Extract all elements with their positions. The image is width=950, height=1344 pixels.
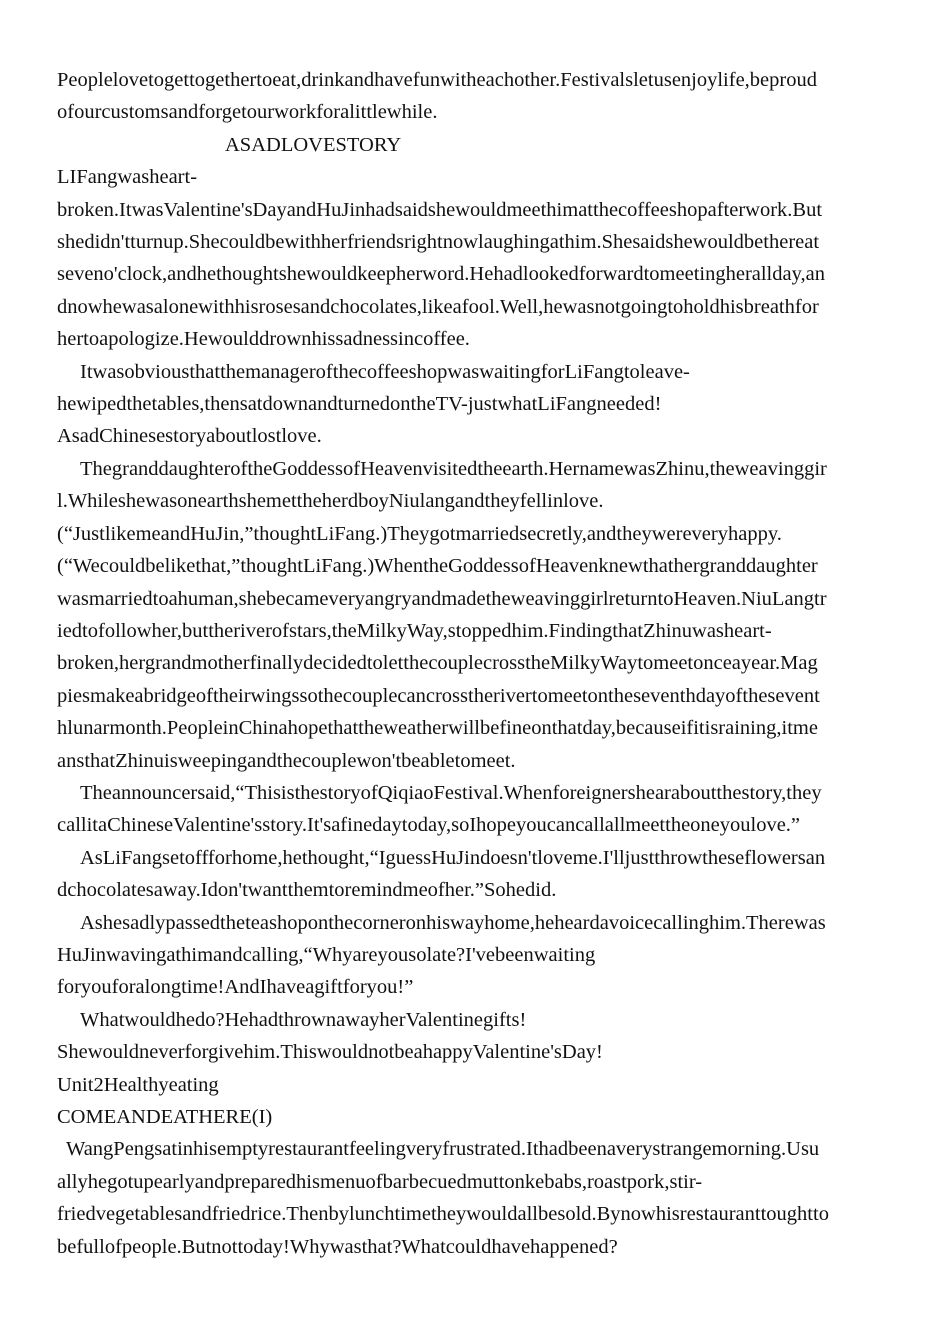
unit-heading: Unit2Healthyeating [57,1073,219,1096]
text-line: seveno'clock,andhethoughtshewouldkeepherword.Hehadlookedforwardtomeetingherallday,an [57,263,825,286]
text-line: (“JustlikemeandHuJin,”thoughtLiFang.)Theygotmarriedsecretly,andtheywereveryhappy. [57,522,782,545]
text-line: hlunarmonth.PeopleinChinahopethattheweatherwillbefineonthatday,becauseifitisraining,itme [57,717,818,740]
text-line: ofourcustomsandforgetourworkforalittlewhile. [57,101,438,124]
text-line: foryouforalongtime!AndIhaveagiftforyou!” [57,976,414,999]
text-line: wasmarriedtoahuman,shebecameveryangryandmadetheweavinggirlreturntoHeaven.NiuLangtr [57,587,827,610]
text-line: befullofpeople.Butnottoday!Whywasthat?Whatcouldhavehappened? [57,1235,618,1258]
text-line: HuJinwavingathimandcalling,“Whyareyousolate?I'vebeenwaiting [57,943,596,966]
text-line: Whatwouldhedo?HehadthrownawayherValentinegifts! [80,1008,527,1031]
section-title: ASADLOVESTORY [225,133,402,156]
text-line: dchocolatesaway.Idon'twantthemtoremindmeofher.”Sohedid. [57,879,557,902]
text-line: Shewouldneverforgivehim.ThiswouldnotbeahappyValentine'sDay! [57,1041,603,1064]
text-line: ItwasobviousthatthemanagerofthecoffeeshopwaswaitingforLiFangtoleave- [80,360,690,383]
text-line: iedtofollowher,buttheriverofstars,theMilkyWay,stoppedhim.FindingthatZhinuwasheart- [57,619,772,642]
text-line: AsLiFangsetoffforhome,hethought,“IguessHuJindoesn'tloveme.I'lljustthrowtheseflowersan [80,846,826,869]
text-line: AsadChinesestoryaboutlostlove. [57,425,322,448]
text-line: Theannouncersaid,“ThisisthestoryofQiqiaoFestival.Whenforeignershearaboutthestory,they [80,781,822,804]
text-line: hertoapologize.Hewoulddrownhissadnessincoffee. [57,328,470,351]
text-line: Ashesadlypassedtheteashoponthecorneronhiswayhome,heheardavoicecallinghim.Therewas [80,911,826,934]
text-line: l.WhileshewasonearthshemettheherdboyNiulangandtheyfellinlove. [57,490,604,513]
text-line: callitaChineseValentine'sstory.It'safinedaytoday,soIhopeyoucancallallmeettheoneyoulove.” [57,814,801,837]
text-line: ansthatZhinuisweepingandthecouplewon'tbeabletomeet. [57,749,516,772]
text-line: hewipedthetables,thensatdownandturnedontheTV-justwhatLiFangneeded! [57,393,662,416]
text-line: dnowhewasalonewithhisrosesandchocolates,likeafool.Well,hewasnotgoingtoholdhisbreathfor [57,295,819,318]
text-line: (“Wecouldbelikethat,”thoughtLiFang.)WhentheGoddessofHeavenknewthathergranddaughter [57,555,818,578]
text-line: broken,hergrandmotherfinallydecidedtoletthecouplecrosstheMilkyWaytomeetonceayear.Mag [57,652,818,675]
text-line: WangPengsatinhisemptyrestaurantfeelingveryfrustrated.Ithadbeenaverystrangemorning.Usu [66,1138,820,1161]
text-line: friedvegetablesandfriedrice.Thenbylunchtimetheywouldallbesold.Bynowhisrestauranttoughtto [57,1203,829,1226]
text-line: shedidn'tturnup.Shecouldbewithherfriendsrightnowlaughingathim.Shesaidshewouldbethereat [57,231,820,254]
section-title: COMEANDEATHERE(I) [57,1106,273,1128]
text-line: Peoplelovetogettogethertoeat,drinkandhavefunwitheachother.Festivalsletusenjoylife,beproud [57,69,817,91]
text-line: allyhegotupearlyandpreparedhismenuofbarbecuedmuttonkebabs,roastpork,stir- [57,1170,703,1193]
document-page [57,64,897,1263]
text-line: broken.ItwasValentine'sDayandHuJinhadsaidshewouldmeethimatthecoffeeshopafterwork.But [57,198,823,221]
text-line: LIFangwasheart- [57,166,198,189]
text-line: ThegranddaughteroftheGoddessofHeavenvisitedtheearth.HernamewasZhinu,theweavinggir [80,457,827,480]
text-line: piesmakeabridgeoftheirwingssothecouplecancrosstherivertomeetontheseventhdayofthesevent [57,684,820,707]
